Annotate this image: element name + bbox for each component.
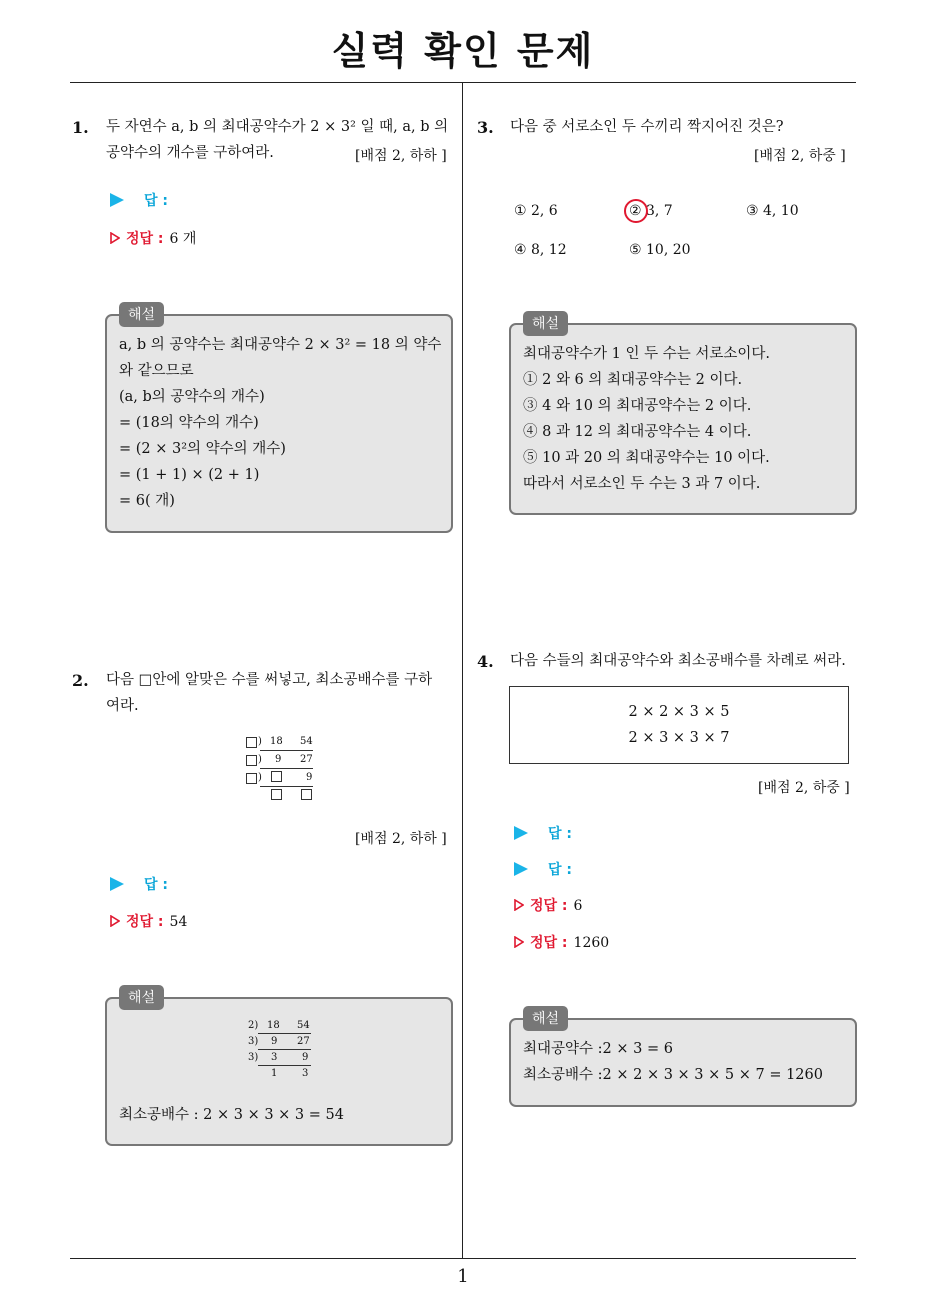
play-triangle-icon [514,862,528,876]
q2-diagram-value: 9 [275,754,282,765]
q3-explanation-line: ④ 8 과 12 의 최대공약수는 4 이다. [523,424,752,440]
answer-label: 답 : [144,877,168,893]
outline-triangle-icon [514,899,524,911]
q2-diagram-value: 54 [300,736,313,747]
q4-correct-value: 6 [573,898,583,914]
q2-diagram-value: 18 [270,736,283,747]
q2-diagram-value: 9 [306,772,313,783]
q4-frame-line: 2 × 2 × 3 × 5 [628,704,730,720]
play-triangle-icon [110,193,124,207]
blank-box[interactable] [246,737,257,748]
q1-explanation-line: a, b 의 공약수는 최대공약수 2 × 3² = 18 의 약수 [119,337,442,353]
selected-circle-mark [624,199,648,223]
q3-choice-4[interactable]: ④ 8, 12 [514,242,567,258]
q2-question-line1: 다음 □안에 알맞은 수를 써넣고, 최소공배수를 구하 [106,672,433,688]
q1-correct-row [110,228,196,248]
q1-correct-value: 6 개 [169,231,197,247]
q1-meta: [배점 2, 하하 ] [355,148,447,164]
q2-question-line2: 여라. [106,698,139,714]
answer-label: 답 : [144,193,168,209]
q4-frame-line: 2 × 3 × 3 × 7 [628,730,730,746]
q3-explanation-line: ① 2 와 6 의 최대공약수는 2 이다. [523,372,743,388]
outline-triangle-icon [514,936,524,948]
blank-box[interactable] [246,773,257,784]
correct-label: 정답 : [530,898,568,914]
q3-explanation-line: ③ 4 와 10 의 최대공약수는 2 이다. [523,398,752,414]
bottom-rule [70,1258,856,1259]
q2-correct-row [110,911,187,931]
q4-number-frame [509,686,849,764]
q4-answer-row-2[interactable] [514,859,572,879]
q4-correct-row-1 [514,895,582,915]
q3-question-line1: 다음 중 서로소인 두 수끼리 짝지어진 것은? [510,119,784,135]
q1-number: 1. [72,118,89,137]
q1-explanation-line: 와 같으므로 [119,363,194,379]
q1-explanation-line: = 6( 개) [119,493,175,509]
q2-diagram-value: 27 [300,754,313,765]
q3-explanation-line: 최대공약수가 1 인 두 수는 서로소이다. [523,346,770,362]
blank-box[interactable] [271,771,282,782]
explanation-tag: 해설 [119,985,164,1010]
q4-explanation-box [509,1011,857,1107]
q4-number: 4. [477,652,494,671]
page-title: 실력 확인 문제 [331,29,595,73]
play-triangle-icon [110,877,124,891]
q1-question-line2: 공약수의 개수를 구하여라. [106,145,274,161]
q4-answer-row-1[interactable] [514,823,572,843]
q4-meta: [배점 2, 하중 ] [758,780,850,796]
play-triangle-icon [514,826,528,840]
correct-label: 정답 : [126,914,164,930]
q3-explanation-box [509,316,857,515]
outline-triangle-icon [110,232,120,244]
q3-choice-3[interactable]: ③ 4, 10 [746,203,799,219]
q1-explanation-line: = (1 + 1) × (2 + 1) [119,467,260,483]
q2-explanation-line: 최소공배수 : 2 × 3 × 3 × 3 = 54 [119,1107,344,1123]
q2-explanation-box: 해설 2) 18 54 3) 9 27 3) 3 9 1 3 최소공배수 : 2 × 3 × 3 × 3 = 54 [105,997,453,1146]
q1-explanation-line: (a, b의 공약수의 개수) [119,389,265,405]
column-divider [462,83,463,1258]
q4-correct-value: 1260 [573,935,610,951]
blank-box[interactable] [301,789,312,800]
answer-label: 답 : [548,826,572,842]
q1-question-line1: 두 자연수 a, b 의 최대공약수가 2 × 3² 일 때, a, b 의 [106,119,449,135]
q4-question-line1: 다음 수들의 최대공약수와 최소공배수를 차례로 써라. [510,653,846,669]
blank-box[interactable] [271,789,282,800]
q3-explanation-line: ⑤ 10 과 20 의 최대공약수는 10 이다. [523,450,770,466]
q3-choice-5[interactable]: ⑤ 10, 20 [629,242,691,258]
q3-meta: [배점 2, 하중 ] [754,148,846,164]
answer-label: 답 : [548,862,572,878]
q3-explanation-line: 따라서 서로소인 두 수는 3 과 7 이다. [523,476,761,492]
q1-explanation-box [105,307,453,533]
top-rule [70,82,856,83]
explanation-tag: 해설 [523,1006,568,1031]
outline-triangle-icon [110,915,120,927]
page-number: 1 [457,1266,469,1287]
q2-correct-value: 54 [169,914,188,930]
q1-answer-row[interactable] [110,190,168,210]
q3-choice-1[interactable]: ① 2, 6 [514,203,558,219]
q2-number: 2. [72,671,89,690]
q3-number: 3. [477,118,494,137]
q3-choice-2[interactable]: ② 3, 7 [629,203,673,219]
explanation-tag: 해설 [119,302,164,327]
q1-explanation-line: = (2 × 3²의 약수의 개수) [119,441,286,457]
q4-explanation-line: 최소공배수 :2 × 2 × 3 × 3 × 5 × 7 = 1260 [523,1067,823,1083]
q2-answer-row[interactable] [110,874,168,894]
q1-explanation-line: = (18의 약수의 개수) [119,415,259,431]
q2-meta: [배점 2, 하하 ] [355,831,447,847]
q4-correct-row-2 [514,932,609,952]
explanation-tag: 해설 [523,311,568,336]
blank-box[interactable] [246,755,257,766]
correct-label: 정답 : [530,935,568,951]
correct-label: 정답 : [126,231,164,247]
q4-explanation-line: 최대공약수 :2 × 3 = 6 [523,1041,673,1057]
